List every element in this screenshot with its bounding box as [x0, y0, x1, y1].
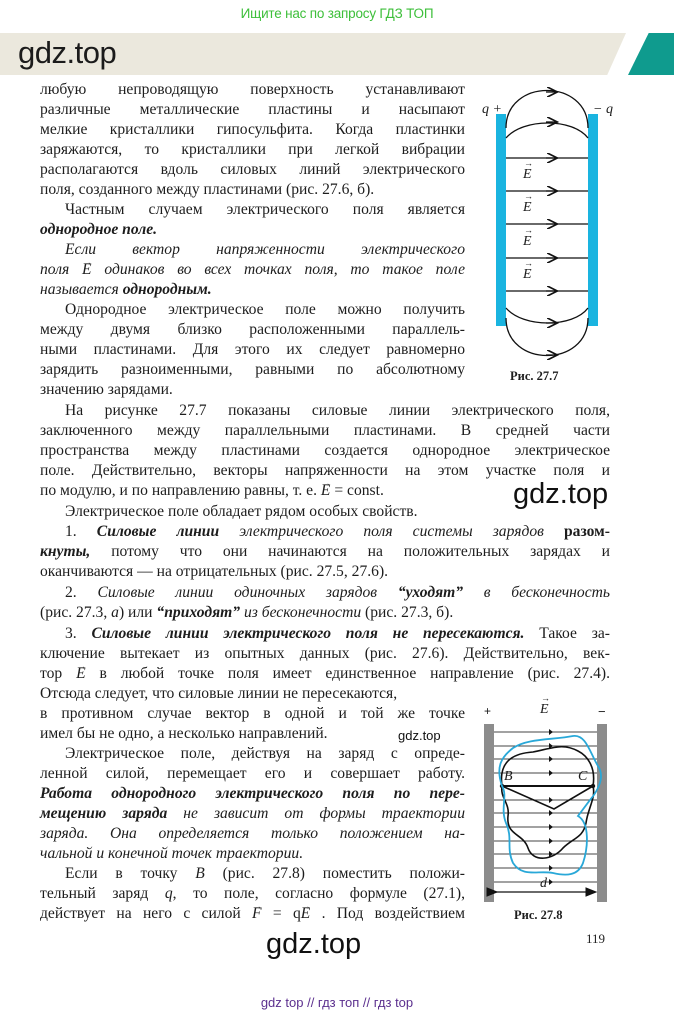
- text-span: по модулю, и по направлению равны, т. е.: [40, 482, 317, 499]
- text-span: 3.: [65, 625, 77, 642]
- vector-e-symbol: → E: [76, 665, 86, 682]
- text-span: (рис. 27.3,: [40, 604, 112, 621]
- text-span: “приходят”: [156, 604, 241, 621]
- text-span: называется: [40, 281, 119, 298]
- top-search-banner[interactable]: Ищите нас по запросу ГДЗ ТОП: [240, 6, 434, 21]
- vector-e-symbol: → E: [82, 261, 92, 278]
- text-span: в бесконечность: [483, 584, 610, 601]
- text-line: ключение вытекает из опытных данных (рис. 27.6). Действительно, век-: [40, 645, 610, 662]
- field-vector-label: → E: [540, 702, 549, 718]
- text-line: Электрическое поле обладает рядом особых свойств.: [65, 503, 418, 520]
- text-line: мелкие кристаллики гипосульфита. Когда пластинки: [40, 121, 465, 138]
- text-span: “уходят”: [397, 584, 464, 601]
- text-span: Если в точку: [65, 865, 178, 882]
- text-line: оканчиваются — на отрицательных (рис. 27.5, 27.6).: [40, 563, 389, 580]
- text-span: Силовые линии: [96, 523, 220, 540]
- text-span: в любой точке поля имеет единственное направление (рис. 27.4).: [99, 665, 610, 682]
- field-vector-label: → E: [523, 167, 532, 183]
- text-span: тор: [40, 665, 63, 682]
- property-line: [40, 603, 610, 623]
- definition-line: Если вектор напряженности электрического: [65, 241, 465, 258]
- text-span: однородным.: [122, 281, 212, 298]
- text-line: [40, 481, 510, 501]
- point-b-label: B: [504, 769, 513, 784]
- text-line: зарядить разноименными, равными по абсолютному: [40, 361, 465, 378]
- text-span: из бесконечности: [243, 604, 362, 621]
- text-line: располагаются вдоль силовых линий электрического: [40, 161, 465, 178]
- text-line: поле. Действительно, векторы напряженности на этом участке поля и: [40, 462, 610, 479]
- text-line: однородное поле.: [40, 221, 158, 238]
- text-span: действует на него с силой: [40, 905, 241, 922]
- statement-line: [40, 804, 465, 824]
- text-span: электрического поля системы зарядов: [239, 523, 544, 540]
- text-span: 1.: [65, 523, 77, 540]
- watermark-small: gdz.top: [398, 728, 441, 743]
- property-line: [65, 583, 610, 603]
- text-line: значению зарядами.: [40, 381, 173, 398]
- figure-27-7: [478, 78, 628, 388]
- text-line: Отсюда следует, что силовые линии не пересекаются,: [40, 685, 398, 702]
- text-span: 2.: [65, 584, 77, 601]
- field-vector-label: → E: [523, 200, 532, 216]
- text-span: B: [195, 865, 205, 882]
- text-span: а: [111, 604, 119, 621]
- text-span: не зависит от формы траектории: [183, 805, 465, 822]
- text-span: ) или: [118, 604, 153, 621]
- text-line: поля, созданного между пластинами (рис. 27.6, б).: [40, 181, 375, 198]
- plus-sign: +: [484, 704, 492, 718]
- text-span: тельный заряд: [40, 885, 149, 902]
- figure-caption: Рис. 27.7: [510, 369, 559, 383]
- text-line: имел бы не одно, а несколько направлений.: [40, 725, 328, 742]
- text-line: Однородное электрическое поле можно получить: [65, 301, 465, 318]
- text-span: = q: [272, 905, 301, 922]
- text-span: Силовые линии одиночных зарядов: [97, 584, 378, 601]
- text-span: мещению заряда: [40, 805, 168, 822]
- definition-line: [40, 260, 465, 280]
- text-line: различные металлические пластины и насыпают: [40, 101, 465, 118]
- text-span: , то поле, согласно формуле (27.1),: [172, 885, 466, 902]
- text-span: (рис. 27.3, б).: [365, 604, 454, 621]
- header-accent-stripe: [628, 33, 674, 75]
- vector-f-symbol: → F: [252, 905, 262, 922]
- property-line: [65, 624, 610, 644]
- text-span: Такое за-: [539, 625, 610, 642]
- work-path-diagram: [478, 698, 628, 903]
- watermark-mid: gdz.top: [513, 478, 609, 510]
- text-span: кнуты,: [40, 543, 91, 560]
- vector-e-symbol: → E: [321, 482, 331, 499]
- text-line: Частным случаем электрического поля является: [65, 201, 465, 218]
- text-line: заряжаются, то кристаллики при легкой вибрации: [40, 141, 465, 158]
- capacitor-field-lines-diagram: [478, 78, 628, 368]
- text-line: в противном случае вектор в одной и той же точке: [40, 705, 465, 722]
- statement-line: чальной и конечной точек траектории.: [40, 845, 304, 862]
- property-line: [65, 522, 610, 542]
- site-logo[interactable]: gdz.top: [18, 35, 117, 70]
- field-vector-label: → E: [523, 234, 532, 250]
- text-line: любую непроводящую поверхность устанавливают: [40, 81, 465, 98]
- text-line: заключенного между параллельными пластинами. В средней части: [40, 422, 610, 439]
- text-line: ными пластинами. Для этого их следует равномерно: [40, 341, 465, 358]
- text-span: разом-: [564, 523, 610, 540]
- field-vector-label: → E: [523, 267, 532, 283]
- distance-d-label: d: [540, 876, 547, 891]
- text-line: [40, 904, 465, 924]
- label-plus-q: q +: [482, 102, 502, 117]
- footer-links[interactable]: gdz top // гдз топ // гдз top: [260, 995, 414, 1010]
- figure-caption: Рис. 27.8: [514, 908, 563, 922]
- definition-line: [40, 280, 465, 300]
- text-span: (рис. 27.8) поместить положи-: [222, 865, 465, 882]
- text-line: [40, 664, 610, 684]
- text-span: поля: [40, 261, 70, 278]
- text-span: . Под воздействием: [321, 905, 465, 922]
- label-minus-q: − q: [593, 102, 613, 117]
- minus-sign: −: [598, 704, 606, 719]
- text-span: q: [164, 885, 173, 902]
- text-span: = const.: [334, 482, 384, 499]
- property-line: [40, 542, 610, 562]
- page-number: 119: [586, 931, 606, 946]
- statement-line: заряда. Она определяется только положением на-: [40, 825, 465, 842]
- text-span: Силовые линии электрического поля не пересекаются.: [91, 625, 525, 642]
- figure-27-8: [478, 698, 628, 928]
- text-span: потому что они начинаются на положительных зарядах и: [111, 543, 610, 560]
- text-line: ленной силой, перемещает его и совершает работу.: [40, 765, 465, 782]
- text-span: одинаков во всех точках поля, то такое поле: [104, 261, 465, 278]
- text-line: Электрическое поле, действуя на заряд с опреде-: [65, 745, 465, 762]
- text-line: между двумя близко расположенными параллель-: [40, 321, 465, 338]
- text-line: [65, 864, 465, 884]
- vector-e-symbol: → E: [301, 905, 311, 922]
- text-line: пространства между пластинами создается однородное электрическое: [40, 442, 610, 459]
- point-c-label: C: [578, 769, 588, 784]
- text-line: На рисунке 27.7 показаны силовые линии электрического поля,: [65, 402, 610, 419]
- site-header: [0, 33, 674, 75]
- watermark-bottom: gdz.top: [266, 928, 362, 960]
- statement-line: Работа однородного электрического поля по пере-: [40, 785, 465, 802]
